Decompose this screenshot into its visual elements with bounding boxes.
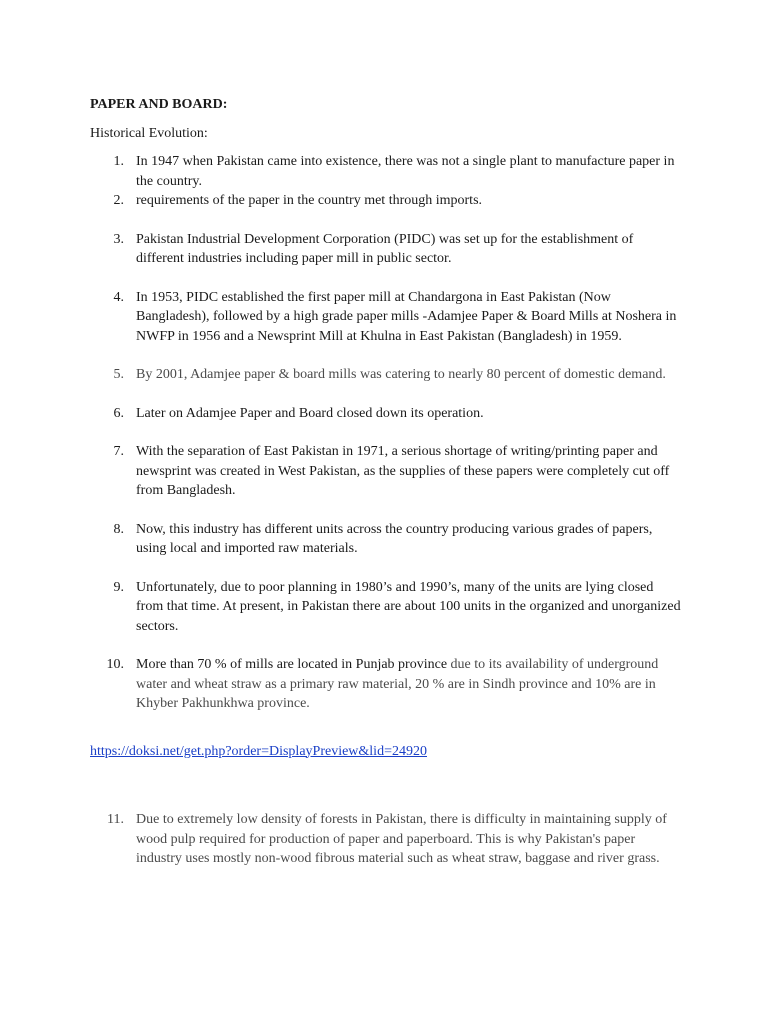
- list-item-text: In 1953, PIDC established the first paper mill at Chandargona in East Pakistan (Now Bangladesh), followed by a high grade paper mills -Adamjee Paper & Board Mills at Noshera in NWFP in 1956 and a Newsprint Mill at Khulna in East Pakistan (Bangladesh) in 1959.: [136, 289, 677, 344]
- list-item-text-continued: due to its availability of underground water and wheat straw as a primary raw material, 20 % are in Sindh province and 10% are in Khyber Pakhunkhwa province.: [136, 657, 659, 711]
- list-item-text: Pakistan Industrial Development Corporation (PIDC) was set up for the establishment of different industries including paper mill in public sector.: [136, 231, 634, 266]
- list-item-text: Unfortunately, due to poor planning in 1980’s and 1990’s, many of the units are lying closed from that time. At present, in Pakistan there are about 100 units in the organized and unorganized sectors.: [136, 579, 681, 634]
- list-item: [90, 152, 681, 191]
- list-item: [90, 365, 681, 385]
- list-item-text: With the separation of East Pakistan in 1971, a serious shortage of writing/printing paper and newsprint was created in West Pakistan, as the supplies of these papers were completely cut off from Bangladesh.: [136, 444, 670, 498]
- list-item-number: 10.: [106, 657, 124, 672]
- list-item: [90, 810, 681, 869]
- history-list: [90, 152, 681, 714]
- list-item-number: 5.: [113, 367, 124, 382]
- list-item: [90, 578, 681, 637]
- list-item-number: 6.: [113, 405, 124, 421]
- list-item: [90, 230, 681, 269]
- list-item-number: 3.: [113, 231, 124, 247]
- list-item-number: 8.: [113, 521, 124, 537]
- list-item: [90, 191, 681, 211]
- list-item-number: 4.: [113, 289, 124, 305]
- list-item-number: 9.: [113, 579, 124, 595]
- list-item-text: Now, this industry has different units across the country producing various grades of papers, using local and imported raw materials.: [136, 521, 653, 556]
- list-item-number: 11.: [107, 812, 124, 827]
- list-item-text: Later on Adamjee Paper and Board closed down its operation.: [136, 405, 484, 421]
- list-item-text: More than 70 % of mills are located in Punjab province: [136, 657, 451, 672]
- source-link[interactable]: https://doksi.net/get.php?order=DisplayPreview&lid=24920: [90, 743, 427, 759]
- list-item-text: requirements of the paper in the country met through imports.: [136, 193, 483, 208]
- list-item: [90, 404, 681, 424]
- list-item-text: In 1947 when Pakistan came into existence, there was not a single plant to manufacture paper in the country.: [136, 154, 675, 189]
- list-item: [90, 655, 681, 714]
- list-item: [90, 442, 681, 501]
- history-list-continued: [90, 810, 678, 869]
- list-item-number: 1.: [113, 154, 124, 169]
- list-item-text: By 2001, Adamjee paper & board mills was catering to nearly 80 percent of domestic demand.: [136, 367, 666, 382]
- list-item-number: 7.: [113, 444, 124, 459]
- list-item-text: Due to extremely low density of forests in Pakistan, there is difficulty in maintaining supply of wood pulp required for production of paper and paperboard. This is why Pakistan's paper industry uses mostly non-wood fibrous material such as wheat straw, baggase and river grass.: [136, 812, 667, 866]
- document-title: PAPER AND BOARD:: [90, 97, 228, 112]
- list-item-number: 2.: [113, 193, 124, 208]
- list-item: [90, 520, 681, 559]
- list-item: [90, 288, 681, 347]
- section-heading: Historical Evolution:: [90, 126, 208, 141]
